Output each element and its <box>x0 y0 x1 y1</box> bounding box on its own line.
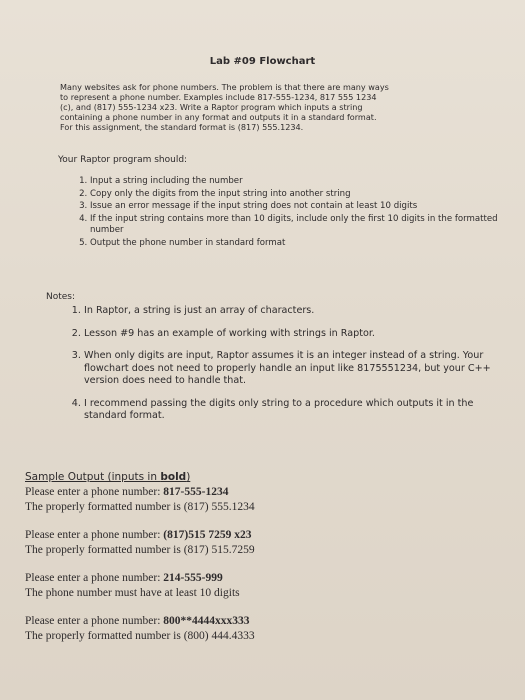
notes-list <box>50 305 504 433</box>
sample-result-line: The properly formatted number is (817) 555.1234 <box>25 501 255 513</box>
note-item: 1. In Raptor, a string is just an array of characters. <box>84 305 504 318</box>
requirement-item: 3. Issue an error message if the input string does not contain at least 10 digits <box>90 201 510 213</box>
sample-run <box>25 571 505 601</box>
sample-result-line: The phone number must have at least 10 digits <box>25 587 240 599</box>
sample-prompt-line: Please enter a phone number: 817-555-1234 <box>25 486 229 498</box>
intro-line: to represent a phone number. Examples include 817-555-1234, 817 555 1234 <box>60 92 377 102</box>
sample-input: 800**4444xxx333 <box>163 615 250 627</box>
sample-input: (817)515 7259 x23 <box>163 529 252 541</box>
sample-input: 214-555-999 <box>163 572 223 584</box>
note-item: 4. I recommend passing the digits only string to a procedure which outputs it in the standard format. <box>84 398 504 423</box>
notes-heading: Notes: <box>46 292 76 302</box>
intro-line: Many websites ask for phone numbers. The problem is that there are many ways <box>60 82 389 92</box>
sample-run <box>25 485 505 515</box>
sample-prompt-line: Please enter a phone number: 214-555-999 <box>25 572 223 584</box>
intro-line: containing a phone number in any format and outputs it in a standard format. <box>60 112 377 122</box>
sample-result-line: The properly formatted number is (800) 444.4333 <box>25 630 255 642</box>
intro-line: (c), and (817) 555-1234 x23. Write a Raptor program which inputs a string <box>60 102 363 112</box>
intro-paragraph <box>60 82 480 132</box>
sample-output <box>25 470 505 657</box>
sample-output-title: Sample Output (inputs in bold) <box>25 471 191 483</box>
note-item: 3. When only digits are input, Raptor assumes it is an integer instead of a string. Your flowchart does not need to properly handle an input like 8175551234, but your C++ version does need to handle that. <box>84 350 504 388</box>
sample-prompt-line: Please enter a phone number: (817)515 7259 x23 <box>25 529 252 541</box>
requirements-heading: Your Raptor program should: <box>58 155 188 165</box>
requirements-list <box>56 176 510 250</box>
requirement-item: 4. If the input string contains more than 10 digits, include only the first 10 digits in the formatted number <box>90 214 510 237</box>
note-item: 2. Lesson #9 has an example of working with strings in Raptor. <box>84 328 504 341</box>
requirement-item: 2. Copy only the digits from the input string into another string <box>90 189 510 201</box>
document-title: Lab #09 Flowchart <box>209 56 316 67</box>
sample-run <box>25 528 505 558</box>
sample-run <box>25 614 505 644</box>
requirement-item: 1. Input a string including the number <box>90 176 510 188</box>
sample-result-line: The properly formatted number is (817) 515.7259 <box>25 544 255 556</box>
sample-input: 817-555-1234 <box>163 486 229 498</box>
requirement-item: 5. Output the phone number in standard format <box>90 238 510 250</box>
intro-line: For this assignment, the standard format is (817) 555.1234. <box>60 122 304 132</box>
sample-prompt-line: Please enter a phone number: 800**4444xxx333 <box>25 615 250 627</box>
